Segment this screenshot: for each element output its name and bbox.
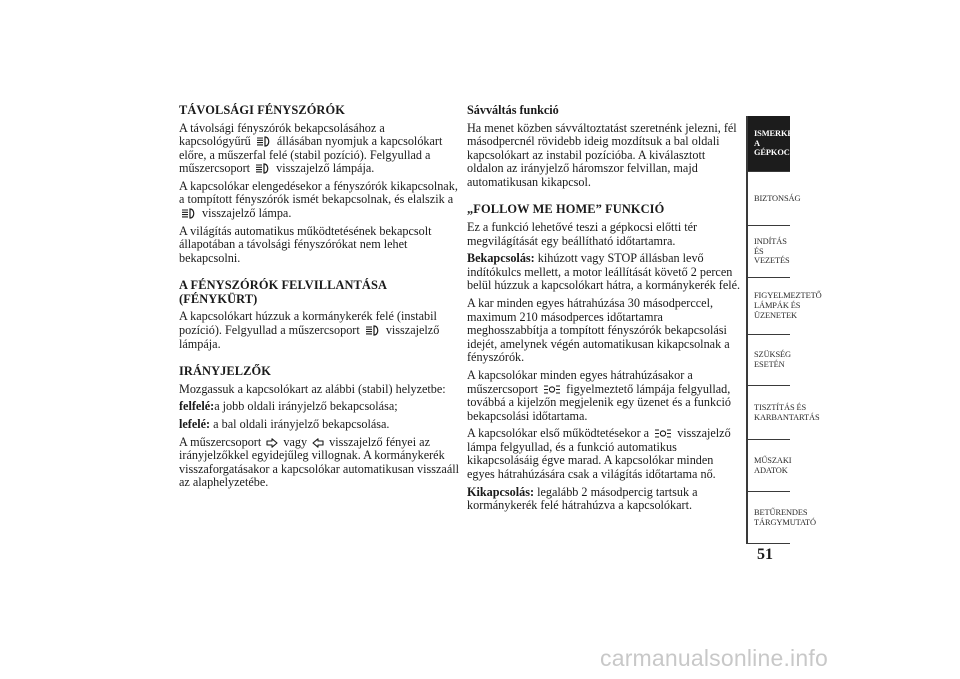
text: figyelmeztető lámpája felgyullad, továbbá a kijelzőn megjelenik egy üzenet és a funkció bekapcsolási időtartama. — [467, 381, 731, 423]
paragraph-indicator-lamps — [179, 436, 459, 490]
turn-left-icon — [312, 438, 324, 448]
text: A műszercsoport — [179, 434, 262, 449]
text: kihúzott vagy STOP állásban levő indítókulcs mellett, a motor leállítását követő 2 percen belül húzzuk a kapcsolókart hátra, a kormánykerék felé. — [467, 251, 741, 293]
paragraph-flash — [179, 310, 459, 351]
text: A távolsági fényszórók bekapcsolásához a kapcsológyűrű — [179, 120, 385, 149]
heading-high-beam: TÁVOLSÁGI FÉNYSZÓRÓK — [179, 103, 345, 117]
paragraph-indicator-up — [179, 400, 459, 414]
watermark: carmanualsonline.info — [600, 645, 828, 671]
text: a bal oldali irányjelző bekapcsolása. — [213, 416, 390, 431]
label: felfelé: — [179, 399, 215, 414]
text: visszajelző fényei az irányjelzőkkel egyidejűleg villognak. A kormánykerék visszaforgatásakor a kapcsolókar automatikusan visszaáll az alaphelyzetébe. — [179, 434, 459, 490]
text: legalább 2 másodpercig tartsuk a kormánykerék felé hátrahúzva a kapcsolókart. — [467, 484, 698, 513]
follow-me-home-icon — [543, 384, 561, 395]
right-column — [467, 104, 743, 517]
label: Kikapcsolás: — [467, 484, 535, 499]
paragraph-indicator-down — [179, 418, 459, 432]
paragraph-follow-extend: A kar minden egyes hátrahúzása 30 másodperccel, maximum 210 másodperces időtartamra meghosszabbítja a tompított fényszórók bekapcsolási idejét, amelynek végén automatikusan kikapcsolnak a fényszórók. — [467, 295, 730, 365]
paragraph-follow-lamp — [467, 369, 743, 423]
high-beam-icon — [255, 163, 271, 174]
tab-szukseg[interactable]: SZÜKSÉG ESETÉN — [746, 335, 790, 386]
text: vagy — [283, 434, 308, 449]
paragraph-follow-on — [467, 252, 743, 293]
paragraph-auto-lights: A világítás automatikus működtetésének bekapcsolt állapotában a távolsági fényszórókat nem lehet bekapcsolni. — [179, 223, 432, 265]
paragraph-follow-off — [467, 486, 743, 513]
tab-ismerkedes[interactable]: ISMERKEDÉS A GÉPKOCSIVAL — [746, 116, 790, 172]
tab-figyelmezteto[interactable]: FIGYELMEZTETŐ LÁMPÁK ÉS ÜZENETEK — [746, 278, 790, 335]
paragraph-indicators-intro: Mozgassuk a kapcsolókart az alábbi (stabil) helyzetbe: — [179, 381, 446, 396]
text: visszajelző lámpája. — [276, 161, 375, 176]
heading-indicators: IRÁNYJELZŐK — [179, 364, 271, 379]
tab-tisztitas[interactable]: TISZTÍTÁS ÉS KARBANTARTÁS — [746, 386, 790, 440]
text: a jobb oldali irányjelző bekapcsolása; — [214, 399, 398, 414]
label: Bekapcsolás: — [467, 251, 535, 266]
page-number: 51 — [757, 546, 773, 563]
paragraph-lane-change: Ha menet közben sávváltoztatást szeretnénk jelezni, fél másodpercnél rövidebb ideig mozdítsuk a bal oldali kapcsolókart az instabil pozícióba. A kiválasztott oldalon az irányjelző háromszor felvillan, majd automatikusan kikapcsol. — [467, 120, 737, 189]
follow-me-home-icon — [654, 428, 672, 439]
tab-biztonsag[interactable]: BIZTONSÁG — [746, 172, 790, 226]
paragraph-high-beam-on — [179, 122, 459, 176]
label: lefelé: — [179, 416, 211, 431]
turn-right-icon — [266, 438, 278, 448]
text: visszajelző lámpája. — [179, 323, 440, 351]
left-column — [179, 104, 459, 494]
text: A kapcsolókar első működtetésekor a — [467, 426, 650, 441]
chapter-tabs — [746, 116, 822, 544]
text: visszajelző lámpa. — [202, 206, 292, 221]
heading-lane-change: Sávváltás funkció — [467, 103, 559, 117]
text: A kapcsolókart húzzuk a kormánykerék felé (instabil pozíció). Felgyullad a műszercsoport — [179, 309, 437, 338]
text: állásában nyomjuk a kapcsolókart előre, a műszerfal felé (stabil pozíció). Felgyullad a műszercsoport — [179, 134, 443, 176]
heading-flash: A FÉNYSZÓRÓK FELVILLANTÁSA (FÉNYKÜRT) — [179, 278, 387, 306]
tab-inditas[interactable]: INDÍTÁS ÉS VEZETÉS — [746, 226, 790, 278]
high-beam-icon — [256, 136, 272, 147]
paragraph-follow-intro: Ez a funkció lehetővé teszi a gépkocsi előtti tér megvilágítását egy beállítható időtartamra. — [467, 219, 698, 248]
text: A kapcsolókar minden egyes hátrahúzásakor a műszercsoport — [467, 367, 693, 396]
tab-targymutato[interactable]: BETŰRENDES TÁRGYMUTATÓ — [746, 492, 790, 544]
paragraph-follow-first — [467, 427, 743, 481]
paragraph-high-beam-off — [179, 180, 459, 221]
heading-follow-me-home: „FOLLOW ME HOME” FUNKCIÓ — [467, 202, 665, 217]
text: visszajelző lámpa felgyullad, és a funkció automatikus kikapcsolásáig égve marad. A kapcsolókar minden egyes hátrahúzására csak a világítás időtartama nő. — [467, 426, 731, 482]
tab-muszaki[interactable]: MŰSZAKI ADATOK — [746, 440, 790, 492]
high-beam-icon — [181, 208, 197, 219]
text: A kapcsolókar elengedésekor a fényszórók kikapcsolnak, a tompított fényszórók ismét bekapcsolnak, és elalszik a — [179, 178, 458, 207]
high-beam-icon — [365, 325, 381, 336]
